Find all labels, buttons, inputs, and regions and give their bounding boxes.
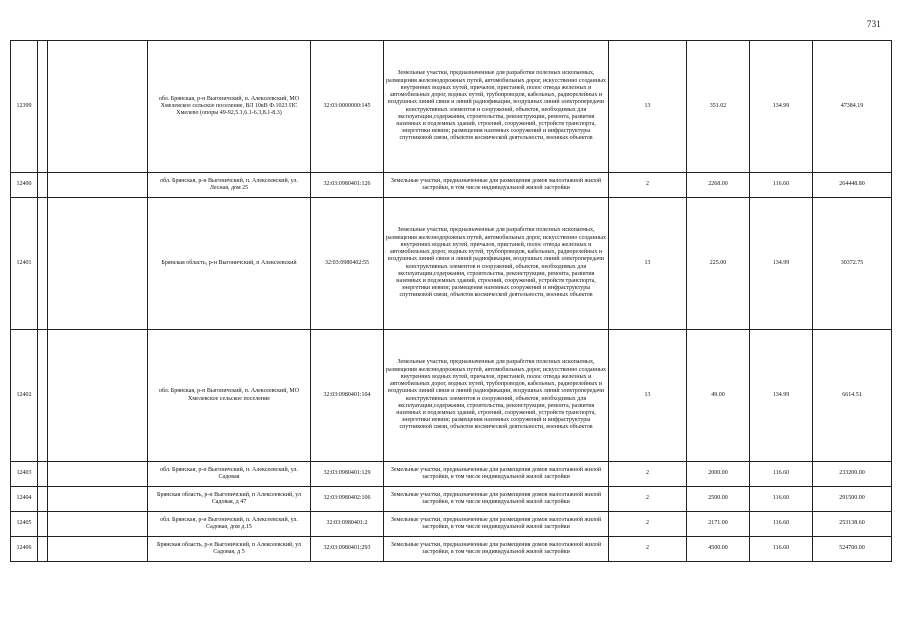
group-cell: 13	[609, 198, 687, 330]
row-number-cell: 12401	[11, 198, 38, 330]
rate-cell: 116.60	[750, 512, 813, 537]
cadastral-value-cell: 6614.51	[813, 330, 892, 462]
cadastral-value-cell: 524700.00	[813, 537, 892, 562]
spacer-cell	[38, 537, 48, 562]
cadastral-value-cell: 30372.75	[813, 198, 892, 330]
table-row	[11, 462, 892, 487]
spacer-cell	[38, 462, 48, 487]
spacer-cell	[48, 41, 148, 173]
rate-cell: 116.60	[750, 537, 813, 562]
area-cell: 225.00	[687, 198, 750, 330]
row-number-cell: 12405	[11, 512, 38, 537]
land-use-cell: Земельные участки, предназначенные для размещения домов малоэтажной жилой застройки, в том числе индивидуальной жилой застройки	[384, 462, 609, 487]
land-use-cell: Земельные участки, предназначенные для разработки полезных ископаемых, размещения железнодорожных путей, автомобильных дорог, искусственно созданных внутренних водных путей, причалов, пристаней, полос отвода железных и автомобильных дорог, водных путей, трубопроводов, кабельных, радиорелейных и воздушных линий связи и линий радиофикации, воздушных линий электропередачи конструктивных элементов и сооружений, объектов, необходимых для эксплуатации,содержания, строительства, реконструкции, ремонта, развития наземных и подземных зданий, строений, сооружений, устройств транспорта, энергетики иевязи; размещения наземных сооружений и инфраструктуры спутниковой связи, объектов космической деятельности, военных объектов	[384, 330, 609, 462]
rate-cell: 134.99	[750, 41, 813, 173]
cadastral-value-cell: 233200.00	[813, 462, 892, 487]
address-cell: обл. Брянская, р-н Выгоничский, п. Алексеевский, МО Хмелевское сельское поселение	[148, 330, 311, 462]
cadastral-number-cell: 32:03:0980401:104	[311, 330, 384, 462]
rate-cell: 134.99	[750, 198, 813, 330]
area-cell: 2500.00	[687, 487, 750, 512]
table-row	[11, 487, 892, 512]
land-use-cell: Земельные участки, предназначенные для размещения домов малоэтажной жилой застройки, в том числе индивидуальной жилой застройки	[384, 537, 609, 562]
land-use-cell: Земельные участки, предназначенные для разработки полезных ископаемых, размещения железнодорожных путей, автомобильных дорог, искусственно созданных внутренних водных путей, причалов, пристаней, полос отвода железных и автомобильных дорог, водных путей, трубопроводов, кабельных, радиорелейных и воздушных линий связи и линий радиофикации, воздушных линий электропередачи конструктивных элементов и сооружений, объектов, необходимых для эксплуатации,содержания, строительства, реконструкции, ремонта, развития наземных и подземных зданий, строений, сооружений, устройств транспорта, энергетики иевязи; размещения наземных сооружений и инфраструктуры спутниковой связи, объектов космической деятельности, военных объектов	[384, 198, 609, 330]
spacer-cell	[48, 487, 148, 512]
land-register-table	[10, 40, 892, 562]
address-cell: обл. Брянская, р-н Выгоничский, п. Алексеевский, МО Хмелевское сельское поселение, ВЛ 10кВ Ф.1023 ПС Хмелево (опоры 49-92,5.1,6.1-6.3,8.1-8.3)	[148, 41, 311, 173]
cadastral-number-cell: 32:03:0980402:55	[311, 198, 384, 330]
address-cell: обл. Брянская, р-н Выгоничский, п. Алексеевский, ул. Садовая, дом д.15	[148, 512, 311, 537]
spacer-cell	[48, 330, 148, 462]
spacer-cell	[48, 198, 148, 330]
group-cell: 2	[609, 537, 687, 562]
address-cell: Брянская область, р-н Выгоничский, п Алексеевский, ул Садовая, д 5	[148, 537, 311, 562]
land-use-cell: Земельные участки, предназначенные для размещения домов малоэтажной жилой застройки, в том числе индивидуальной жилой застройки	[384, 512, 609, 537]
area-cell: 351.02	[687, 41, 750, 173]
rate-cell: 116.60	[750, 487, 813, 512]
rate-cell: 116.60	[750, 173, 813, 198]
spacer-cell	[38, 173, 48, 198]
rate-cell: 134.99	[750, 330, 813, 462]
table-row	[11, 537, 892, 562]
row-number-cell: 12403	[11, 462, 38, 487]
row-number-cell: 12402	[11, 330, 38, 462]
table-row	[11, 198, 892, 330]
table-body	[11, 41, 892, 562]
spacer-cell	[48, 462, 148, 487]
group-cell: 2	[609, 512, 687, 537]
cadastral-number-cell: 32:03:0980401:129	[311, 462, 384, 487]
table-row	[11, 512, 892, 537]
row-number-cell: 12406	[11, 537, 38, 562]
land-use-cell: Земельные участки, предназначенные для размещения домов малоэтажной жилой застройки, в том числе индивидуальной жилой застройки	[384, 173, 609, 198]
spacer-cell	[38, 487, 48, 512]
cadastral-number-cell: 32:03:0980402:106	[311, 487, 384, 512]
group-cell: 2	[609, 487, 687, 512]
land-use-cell: Земельные участки, предназначенные для размещения домов малоэтажной жилой застройки, в том числе индивидуальной жилой застройки	[384, 487, 609, 512]
rate-cell: 116.60	[750, 462, 813, 487]
cadastral-value-cell: 264448.80	[813, 173, 892, 198]
cadastral-value-cell: 47384.19	[813, 41, 892, 173]
area-cell: 2268.00	[687, 173, 750, 198]
spacer-cell	[38, 41, 48, 173]
row-number-cell: 12404	[11, 487, 38, 512]
address-cell: Брянская область, р-н Выгоничский, п Алексеевский	[148, 198, 311, 330]
group-cell: 13	[609, 330, 687, 462]
area-cell: 4500.00	[687, 537, 750, 562]
area-cell: 49.00	[687, 330, 750, 462]
cadastral-number-cell: 32:03:0980401:126	[311, 173, 384, 198]
area-cell: 2171.00	[687, 512, 750, 537]
cadastral-value-cell: 291500.00	[813, 487, 892, 512]
address-cell: обл. Брянская, р-н Выгоничский, п. Алексеевский, ул. Садовая	[148, 462, 311, 487]
group-cell: 13	[609, 41, 687, 173]
row-number-cell: 12400	[11, 173, 38, 198]
spacer-cell	[38, 512, 48, 537]
group-cell: 2	[609, 173, 687, 198]
spacer-cell	[38, 330, 48, 462]
table-row	[11, 41, 892, 173]
cadastral-number-cell: 32:03:0980401:2	[311, 512, 384, 537]
address-cell: Брянская область, р-н Выгоничский, п Алексеевский, ул Садовая, д 47	[148, 487, 311, 512]
table-row	[11, 173, 892, 198]
table-row	[11, 330, 892, 462]
address-cell: обл. Брянская, р-н Выгоничский, п. Алексеевский, ул. Лесная, дом 25	[148, 173, 311, 198]
spacer-cell	[48, 173, 148, 198]
cadastral-number-cell: 32:03:0980401:293	[311, 537, 384, 562]
cadastral-number-cell: 32:03:0000000:145	[311, 41, 384, 173]
cadastral-value-cell: 253138.60	[813, 512, 892, 537]
spacer-cell	[38, 198, 48, 330]
group-cell: 2	[609, 462, 687, 487]
row-number-cell: 12399	[11, 41, 38, 173]
area-cell: 2000.00	[687, 462, 750, 487]
spacer-cell	[48, 512, 148, 537]
page-number: 731	[866, 19, 881, 29]
spacer-cell	[48, 537, 148, 562]
land-use-cell: Земельные участки, предназначенные для разработки полезных ископаемых, размещения железнодорожных путей, автомобильных дорог, искусственно созданных внутренних водных путей, причалов, пристаней, полос отвода железных и автомобильных дорог, водных путей, трубопроводов, кабельных, радиорелейных и воздушных линий связи и линий радиофикации, воздушных линий электропередачи конструктивных элементов и сооружений, объектов, необходимых для эксплуатации,содержания, строительства, реконструкции, ремонта, развития наземных и подземных зданий, строений, сооружений, устройств транспорта, энергетики иевязи; размещения наземных сооружений и инфраструктуры спутниковой связи, объектов космической деятельности, военных объектов	[384, 41, 609, 173]
